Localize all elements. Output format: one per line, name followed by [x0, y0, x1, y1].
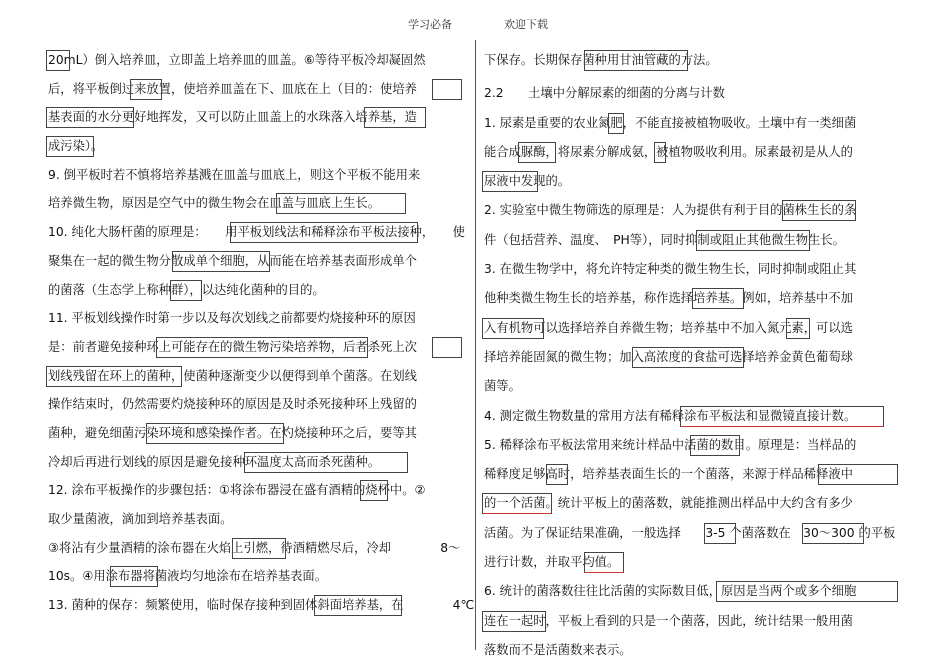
line-text: 的菌落（生态学上称种群），以达纯化菌种的目的。: [48, 282, 325, 297]
annotation-box: [172, 251, 270, 272]
annotation-box: [276, 193, 406, 214]
annotation-box: [360, 480, 388, 501]
annotation-box: [46, 136, 94, 157]
annotation-box: [482, 611, 546, 632]
line-text: 冷却后再进行划线的原因是避免接种环温度太高而杀死菌种。: [48, 454, 381, 469]
annotation-box: [696, 230, 810, 251]
annotation-box: [314, 595, 402, 616]
annotation-box: [170, 280, 202, 301]
text-line: [484, 548, 904, 577]
header-right-text: 欢迎下载: [504, 18, 548, 31]
line-text: 能合成脲酶，将尿素分解成氨，被植物吸收利用。尿素最初是从人的: [484, 144, 853, 159]
text-line: [48, 189, 466, 218]
annotation-box: [46, 50, 70, 71]
annotation-box: [716, 581, 898, 602]
line-text: 9. 倒平板时若不慎将培养基溅在皿盖与皿底上，则这个平板不能用来: [48, 167, 421, 182]
annotation-box: [584, 552, 624, 573]
text-line: [484, 196, 904, 225]
line-text: 的一个活菌。统计平板上的菌落数，就能推测出样品中大约含有多少: [484, 496, 853, 511]
text-line: [48, 419, 466, 448]
text-line: [484, 343, 904, 372]
text-line: [48, 591, 475, 620]
text-line: [484, 314, 904, 343]
right-column: [484, 46, 904, 665]
text-line: [484, 46, 904, 75]
text-line: [484, 431, 904, 460]
annotation-box: [110, 566, 158, 587]
line-text: 1. 尿素是重要的农业氮肥，不能直接被植物吸收。土壤中有一类细菌: [484, 115, 857, 130]
line-text: 11. 平板划线操作时第一步以及每次划线之前都要灼烧接种环的原因: [48, 311, 416, 326]
text-line: [484, 255, 904, 284]
line-text: 5. 稀释涂布平板法常用来统计样品中活菌的数目。原理是：当样品的: [484, 437, 857, 452]
line-text: 后，将平板倒过来放置，使培养皿盖在下、皿底在上（目的：使培养: [48, 81, 417, 96]
line-text: 入有机物可以选择培养自养微生物；培养基中不加入氮元素，可以选: [484, 320, 853, 335]
annotation-box: [782, 200, 856, 221]
text-line: [484, 138, 904, 167]
annotation-box: [364, 107, 426, 128]
annotation-box: [146, 423, 284, 444]
section-heading: [484, 79, 904, 108]
annotation-box: [786, 318, 810, 339]
text-line: [48, 247, 466, 276]
line-text: 3. 在微生物学中，将允许特定种类的微生物生长，同时抑制或阻止其: [484, 262, 857, 277]
text-line: [484, 402, 904, 431]
line-text: 划线残留在环上的菌种，使菌种逐渐变少以便得到单个菌落。在划线: [48, 368, 417, 383]
annotation-box: [482, 171, 538, 192]
annotation-box: [130, 79, 162, 100]
text-line: [48, 448, 466, 477]
text-line: [48, 333, 466, 362]
text-line: [484, 226, 904, 255]
line-text: 4. 测定微生物数量的常用方法有稀释涂布平板法和显微镜直接计数。: [484, 408, 857, 423]
text-line: [48, 218, 466, 247]
annotation-box: [584, 50, 688, 71]
line-text: 是：前者避免接种环上可能存在的微生物污染培养物，后者杀死上次: [48, 339, 417, 354]
text-line: [48, 534, 466, 563]
line-text: 操作结束时，仍然需要灼烧接种环的原因是及时杀死接种环上残留的: [48, 397, 417, 412]
line-text: 活菌。为了保证结果准确，一般选择 3-5 个菌落数在 30～300 的平板: [484, 525, 896, 540]
annotation-box: [818, 464, 898, 485]
text-line: [484, 167, 904, 196]
text-line: [48, 132, 466, 161]
text-line: [484, 460, 904, 489]
line-text: 取少量菌液，滴加到培养基表面。: [48, 512, 233, 526]
line-text: 培养微生物，原因是空气中的微生物会在皿盖与皿底上生长。: [48, 196, 381, 211]
text-line: [48, 562, 466, 591]
annotation-box: [518, 142, 556, 163]
line-text: 进行计数，并取平均值。: [484, 555, 620, 570]
text-line: [484, 109, 904, 138]
text-line: [48, 362, 466, 391]
annotation-box: [230, 222, 418, 243]
text-line: [484, 489, 904, 518]
line-text: 2.2 土壤中分解尿素的细菌的分离与计数: [484, 86, 725, 101]
line-text: 稀释度足够高时，培养基表面生长的一个菌落，来源于样品稀释液中: [484, 467, 853, 482]
line-text: 择培养能固氮的微生物；加入高浓度的食盐可选择培养金黄色葡萄球: [484, 349, 853, 364]
line-text: 件（包括营养、温度、 PH等），同时抑制或阻止其他微生物生长。: [484, 232, 845, 247]
text-line: [48, 505, 466, 534]
line-text: 10. 纯化大肠杆菌的原理是： 用平板划线法和稀释涂布平板法接种， 使: [48, 225, 465, 240]
text-line: [48, 161, 466, 190]
annotation-box: [46, 366, 182, 387]
text-line: [48, 304, 466, 333]
line-text: 连在一起时，平板上看到的只是一个菌落，因此，统计结果一般用菌: [484, 613, 853, 628]
annotation-box: [680, 406, 884, 427]
line-text: 菌等。: [484, 379, 521, 394]
text-line: [48, 476, 466, 505]
annotation-box: [802, 523, 864, 544]
line-text: 基表面的水分更好地挥发，又可以防止皿盖上的水珠落入培养基，造: [48, 110, 417, 125]
annotation-box: [232, 538, 286, 559]
line-text: 落数而不是活菌数来表示。: [484, 642, 632, 657]
annotation-box: [690, 435, 740, 456]
text-line: [48, 75, 466, 104]
line-text: 13. 菌种的保存：频繁使用，临时保存接种到固体斜面培养基，在 4℃: [48, 598, 475, 613]
page-header: [0, 16, 950, 34]
text-line: [484, 519, 904, 548]
text-line: [484, 372, 904, 401]
text-line: [484, 577, 904, 606]
line-text: 12. 涂布平板操作的步骤包括：①将涂布器浸在盛有酒精的烧杯中。②: [48, 483, 426, 498]
line-text: 2. 实验室中微生物筛选的原理是：人为提供有利于目的菌株生长的条: [484, 203, 857, 218]
annotation-box: [244, 452, 408, 473]
annotation-box: [632, 347, 744, 368]
line-text: 他种类微生物生长的培养基，称作选择培养基。例如，培养基中不加: [484, 291, 853, 306]
line-text: 6. 统计的菌落数往往比活菌的实际数目低，原因是当两个或多个细胞: [484, 584, 857, 599]
line-text: 20mL）倒入培养皿，立即盖上培养皿的皿盖。⑥等待平板冷却凝固然: [48, 53, 426, 67]
annotation-box: [654, 142, 666, 163]
annotation-box: [156, 337, 368, 358]
line-text: 聚集在一起的微生物分散成单个细胞，从而能在培养基表面形成单个: [48, 253, 417, 268]
line-text: ③将沾有少量酒精的涂布器在火焰上引燃，待酒精燃尽后，冷却 8～: [48, 540, 461, 555]
line-text: 下保存。长期保存菌种用甘油管藏的方法。: [484, 53, 718, 67]
text-line: [48, 276, 466, 305]
column-divider: [475, 40, 476, 650]
line-text: 成污染）。: [48, 139, 104, 154]
annotation-box: [692, 288, 744, 309]
annotation-box: [432, 79, 462, 100]
annotation-box: [546, 464, 568, 485]
annotation-box: [608, 113, 624, 134]
text-line: [48, 46, 466, 75]
line-text: 尿液中发现的。: [484, 174, 571, 189]
annotation-box: [46, 107, 134, 128]
text-line: [48, 390, 466, 419]
header-left-text: 学习必备: [408, 18, 452, 31]
annotation-box: [432, 337, 462, 358]
text-line: [484, 607, 904, 636]
annotation-box: [704, 523, 736, 544]
line-text: 10s。④用涂布器将菌液均匀地涂布在培养基表面。: [48, 569, 328, 584]
annotation-box: [482, 493, 552, 514]
text-line: [484, 284, 904, 313]
text-line: [48, 103, 466, 132]
text-line: [484, 636, 904, 665]
annotation-box: [482, 318, 544, 339]
left-column: [48, 46, 475, 620]
line-text: 菌种，避免细菌污染环境和感染操作者。在灼烧接种环之后，要等其: [48, 425, 417, 440]
